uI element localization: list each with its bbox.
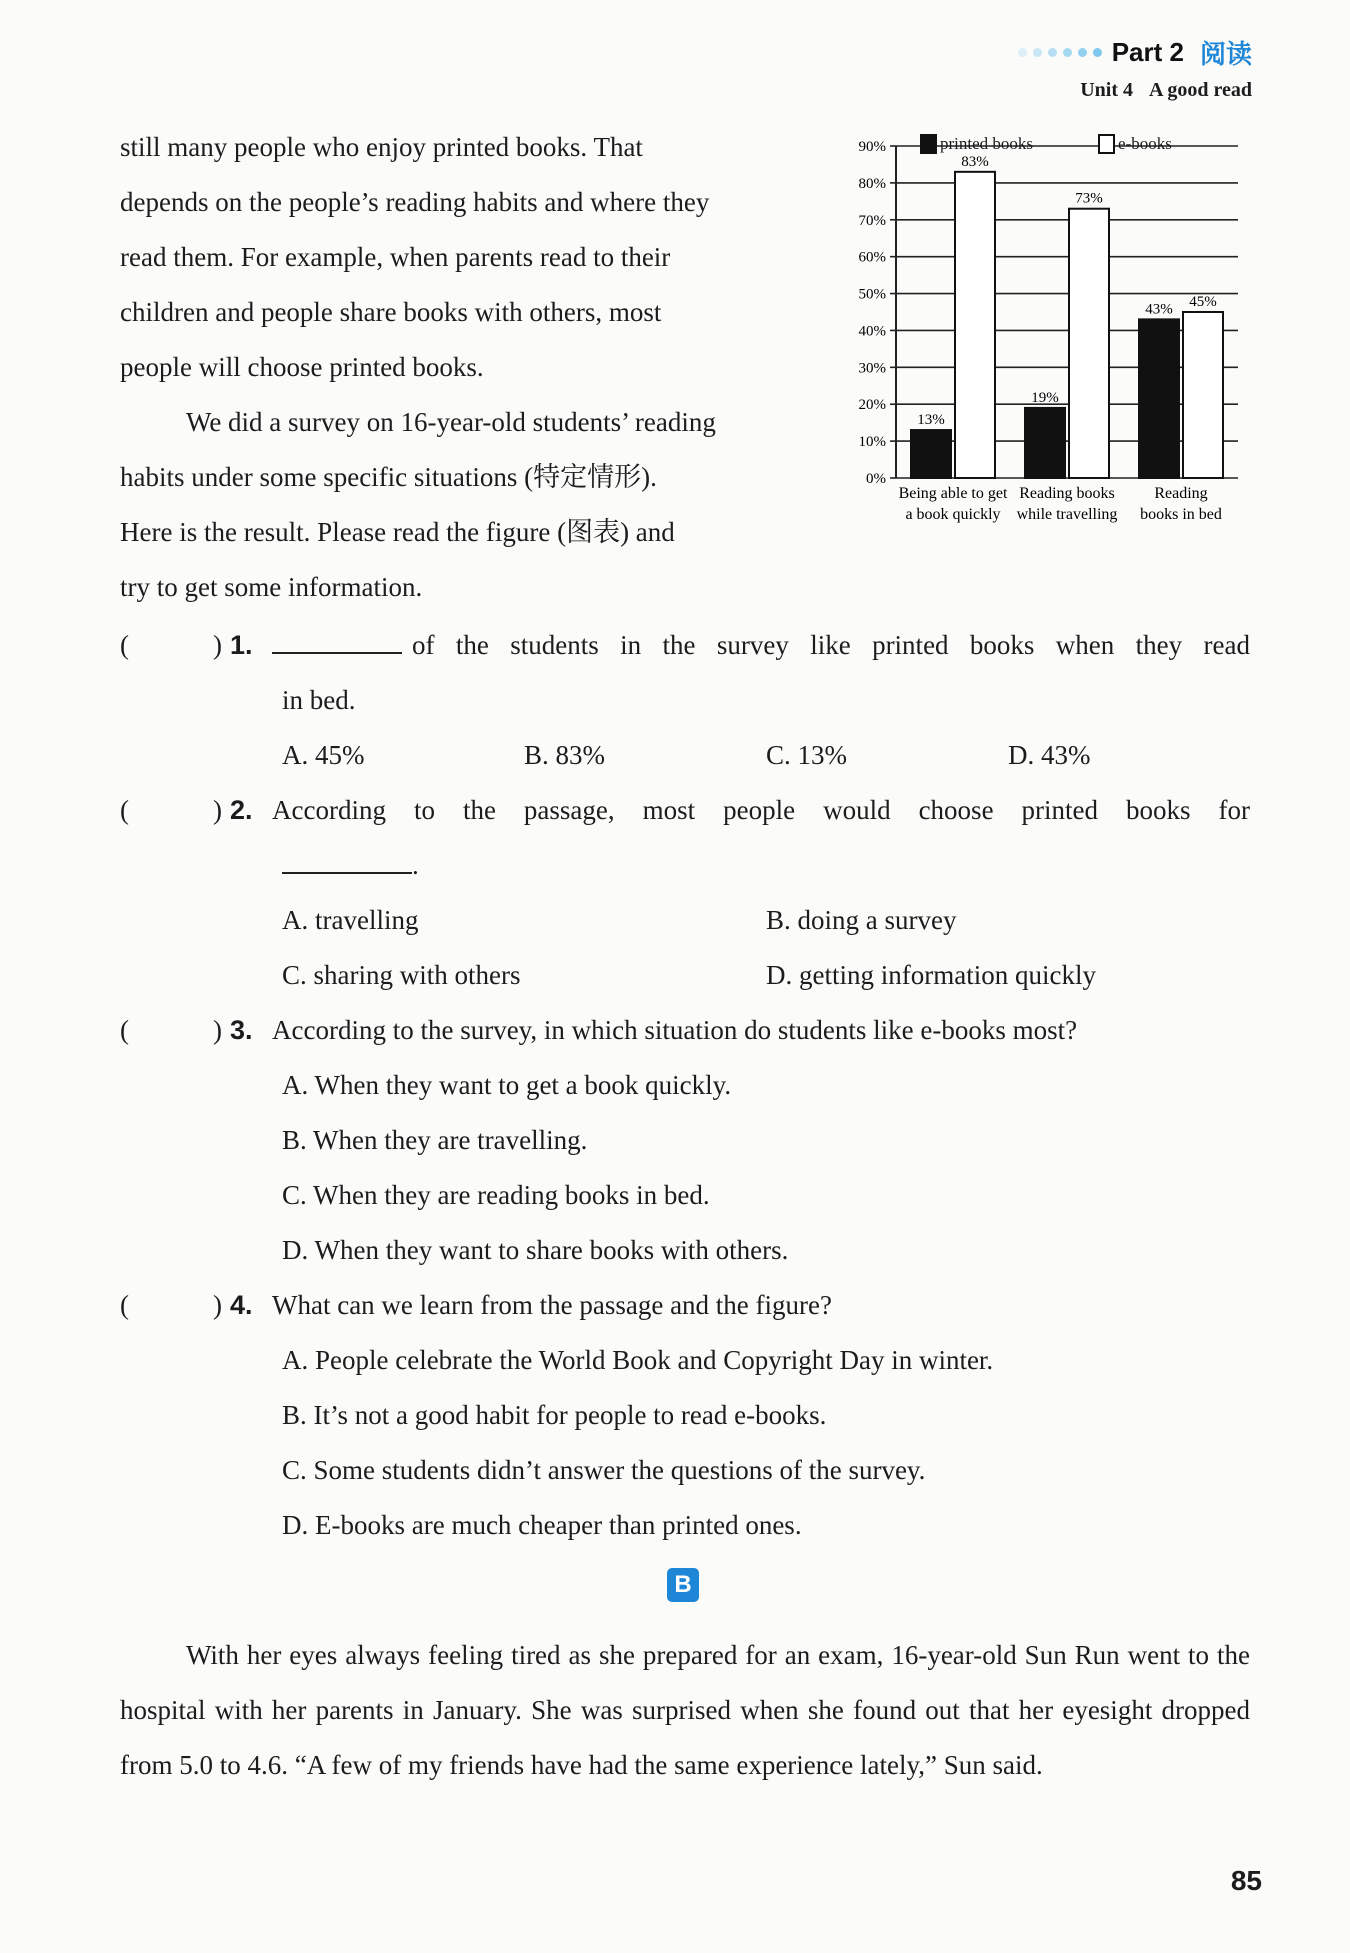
option[interactable]: C. Some students didn’t answer the questions of the survey.: [282, 1455, 926, 1485]
bar: [911, 430, 951, 478]
x-category-label: Being able to get: [898, 485, 1008, 502]
decorative-dots: [1018, 48, 1102, 57]
bar: [955, 172, 995, 478]
passage-line: read them. For example, when parents read to their: [120, 242, 671, 272]
options: [120, 893, 1250, 948]
unit-line: [1018, 79, 1252, 102]
bar-value-label: 83%: [961, 153, 989, 170]
bar-value-label: 45%: [1189, 294, 1217, 310]
part-label: Part 2: [1111, 37, 1184, 67]
passage-line: try to get some information.: [120, 572, 423, 602]
y-tick-label: 60%: [858, 249, 886, 266]
legend-item-printed: [920, 134, 1033, 154]
option[interactable]: A. 45%: [282, 740, 365, 770]
question-stem: According to the passage, most people would choose printed books for: [272, 795, 1250, 825]
legend-swatch-white: [1098, 134, 1115, 154]
legend-label: e-books: [1118, 134, 1172, 153]
passage-a: [120, 120, 820, 615]
chart-legend: [920, 134, 1172, 154]
legend-item-ebooks: [1098, 134, 1172, 154]
option[interactable]: C. When they are reading books in bed.: [282, 1180, 710, 1210]
question-stem: of the students in the survey like printed books when they read: [272, 618, 1250, 673]
question-stem-cont: .: [120, 838, 1250, 893]
bar-value-label: 13%: [917, 412, 945, 429]
question-number: 4.: [230, 1290, 253, 1320]
question-4: [120, 1278, 1250, 1553]
bar-value-label: 73%: [1075, 190, 1103, 207]
legend-label: printed books: [940, 134, 1034, 153]
question-number: 3.: [230, 1015, 253, 1045]
x-category-label: books in bed: [1140, 506, 1222, 523]
passage-line: habits under some specific situations (特定情形).: [120, 462, 657, 492]
passage-line: still many people who enjoy printed books. That: [120, 132, 643, 162]
x-category-label: while travelling: [1016, 506, 1118, 523]
option[interactable]: D. getting information quickly: [766, 960, 1096, 990]
x-category-label: a book quickly: [905, 506, 1001, 523]
question-3: [120, 1003, 1250, 1278]
bar: [1139, 319, 1179, 478]
question-2: [120, 783, 1250, 1003]
question-stem: What can we learn from the passage and the figure?: [272, 1290, 832, 1320]
bar-value-label: 43%: [1145, 301, 1173, 318]
answer-blank[interactable]: [272, 630, 402, 654]
passage-line: depends on the people’s reading habits and where they: [120, 187, 710, 217]
answer-paren[interactable]: ( ): [120, 795, 222, 825]
option[interactable]: B. 83%: [524, 740, 605, 770]
y-tick-label: 70%: [858, 212, 886, 229]
passage-line: We did a survey on 16-year-old students’ reading: [186, 407, 716, 437]
y-tick-label: 10%: [858, 434, 886, 451]
y-tick-label: 0%: [866, 471, 886, 487]
passage-line: Here is the result. Please read the figure (图表) and: [120, 517, 675, 547]
answer-paren[interactable]: ( ): [120, 630, 222, 660]
question-stem-cont: in bed.: [282, 685, 356, 715]
option[interactable]: A. People celebrate the World Book and Copyright Day in winter.: [282, 1345, 994, 1375]
y-tick-label: 50%: [858, 286, 886, 303]
unit-title: A good read: [1149, 79, 1252, 101]
option[interactable]: A. travelling: [282, 905, 419, 935]
reading-habits-chart: [840, 126, 1260, 546]
answer-paren[interactable]: ( ): [120, 1290, 222, 1320]
passage-line: children and people share books with others, most: [120, 297, 662, 327]
option[interactable]: D. 43%: [1008, 740, 1091, 770]
passage-line: people will choose printed books.: [120, 352, 484, 382]
section-b-badge: B: [667, 1568, 699, 1602]
x-category-label: Reading: [1154, 485, 1208, 502]
legend-swatch-black: [920, 134, 937, 154]
unit-label: Unit 4: [1080, 79, 1134, 101]
option[interactable]: B. When they are travelling.: [282, 1125, 588, 1155]
question-1: [120, 618, 1250, 783]
option[interactable]: D. When they want to share books with others.: [282, 1235, 789, 1265]
bar: [1069, 209, 1109, 478]
bar-value-label: 19%: [1031, 389, 1059, 406]
answer-blank[interactable]: [282, 850, 412, 874]
option[interactable]: A. When they want to get a book quickly.: [282, 1070, 732, 1100]
options: [120, 948, 1250, 1003]
answer-paren[interactable]: ( ): [120, 1015, 222, 1045]
question-number: 1.: [230, 630, 253, 660]
option[interactable]: D. E-books are much cheaper than printed ones.: [282, 1510, 802, 1540]
passage-b: [120, 1628, 1250, 1793]
option[interactable]: B. doing a survey: [766, 905, 957, 935]
option[interactable]: B. It’s not a good habit for people to read e-books.: [282, 1400, 827, 1430]
question-number: 2.: [230, 795, 253, 825]
question-list: [120, 618, 1250, 1553]
passage-b-text: With her eyes always feeling tired as she prepared for an exam, 16-year-old Sun Run went to the hospital with her parents in January. She was surprised when she found out that her eyesight dropped from 5.0 to 4.6. “A few of my friends have had the same experience lately,” Sun said.: [120, 1640, 1250, 1780]
y-tick-label: 30%: [858, 360, 886, 377]
option[interactable]: C. 13%: [766, 740, 847, 770]
x-category-label: Reading books: [1019, 485, 1115, 502]
y-tick-label: 20%: [858, 397, 886, 414]
option[interactable]: C. sharing with others: [282, 960, 521, 990]
options: [120, 728, 1250, 783]
page-number: 85: [1230, 1865, 1262, 1896]
y-tick-label: 40%: [858, 323, 886, 340]
page-header: [1018, 34, 1252, 102]
part-cn-label: 阅读: [1199, 40, 1252, 70]
question-stem: According to the survey, in which situation do students like e-books most?: [272, 1015, 1078, 1045]
y-tick-label: 80%: [858, 175, 886, 192]
y-tick-label: 90%: [858, 139, 886, 155]
bar: [1183, 312, 1223, 478]
chart-svg: [840, 126, 1260, 546]
bar: [1025, 408, 1065, 478]
